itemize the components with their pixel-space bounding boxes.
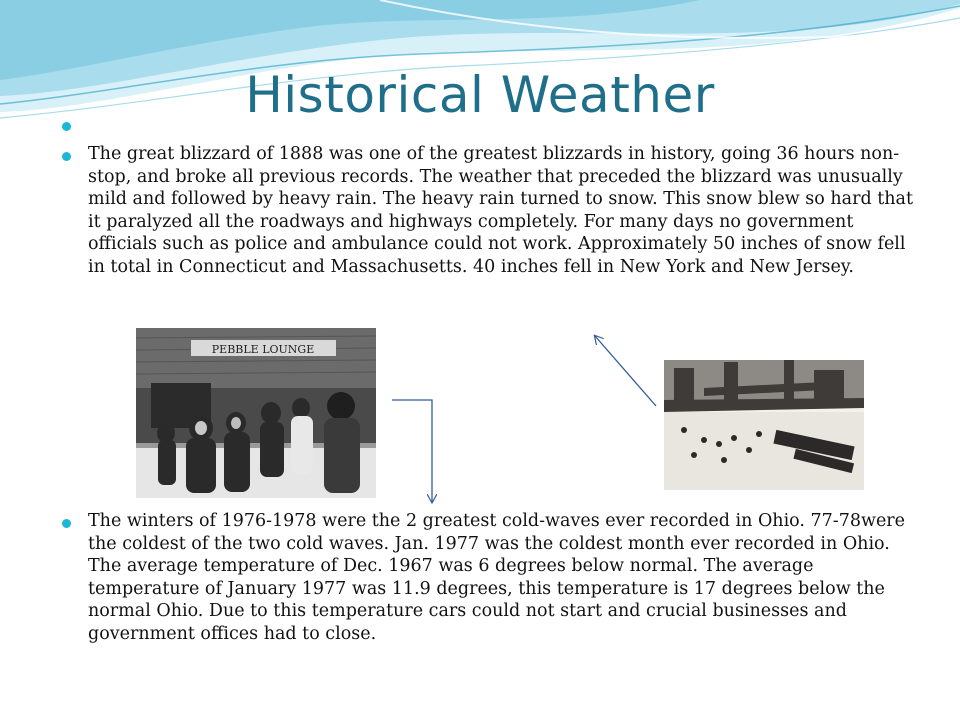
slide-title: Historical Weather xyxy=(245,66,715,124)
paragraph-blizzard-1888: The great blizzard of 1888 was one of the greatest blizzards in history, going 36 hours non-stop, and broke all previous records. The weather that preceded the blizzard was unusually mild and followed by heavy rain. The heavy rain turned to snow. This snow blew so hard that it paralyzed all the roadways and highways completely. For many days no government officials such as police and ambulance could not work. Approximately 50 inches of snow fell in total in Connecticut and Massachusetts. 40 inches fell in New York and New Jersey. xyxy=(88,144,913,277)
bullet-paragraph-2 xyxy=(62,519,71,528)
photo-snowy-street-1888 xyxy=(664,360,864,490)
bullet-empty xyxy=(62,122,71,131)
photo-blizzard-crowd xyxy=(136,328,376,498)
bullet-paragraph-1 xyxy=(62,152,71,161)
paragraph-ohio-cold-waves: The winters of 1976-1978 were the 2 greatest cold-waves ever recorded in Ohio. 77-78were the coldest of the two cold waves. Jan. 1977 was the coldest month ever recorded in Ohio. The average temperature of Dec. 1967 was 6 degrees below normal. The average temperature of January 1977 was 11.9 degrees, this temperature is 17 degrees below the normal Ohio. Due to this temperature cars could not start and crucial businesses and government offices had to close. xyxy=(88,511,906,644)
lounge-sign-text: PEBBLE LOUNGE xyxy=(211,343,315,356)
arrow-pointing-down xyxy=(392,400,432,502)
arrow-pointing-up-left xyxy=(595,336,656,406)
